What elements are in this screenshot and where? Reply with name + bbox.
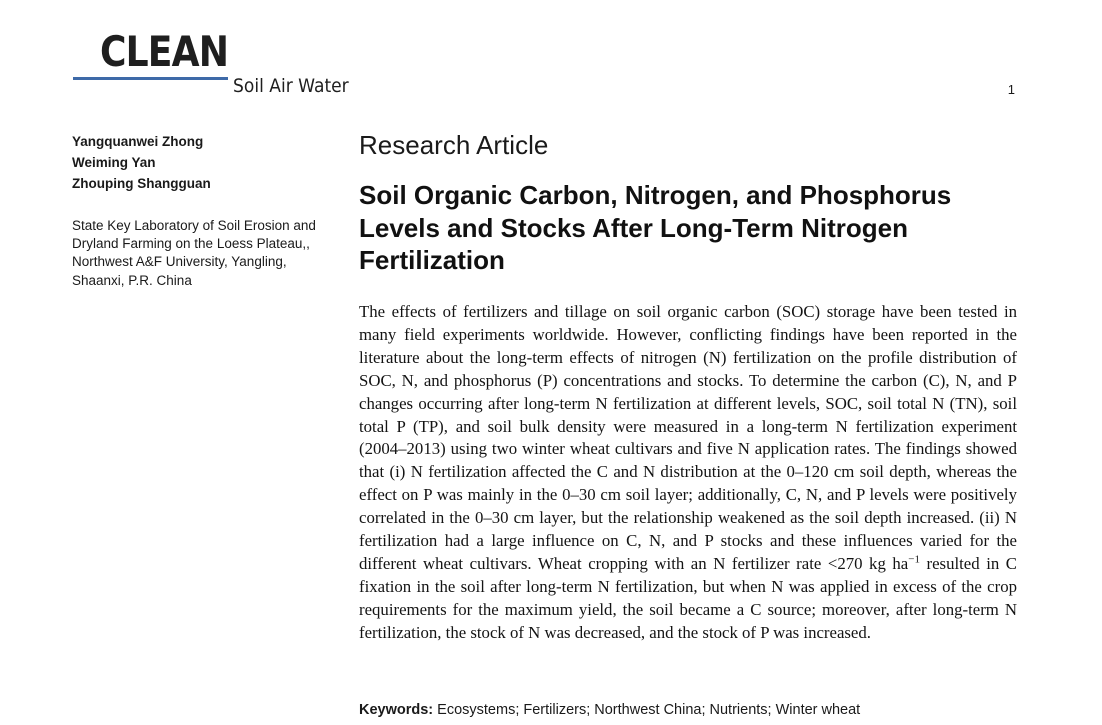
abstract-text-continued: resulted in C fixation in the soil after long-term N fertilization, but when N was applied in excess of the crop requirements for the maximum yield, the soil became a C source; moreover, after long-term N fertilization, the stock of N was decreased, and the stock of P was increased.: [359, 553, 1017, 642]
keywords-label: Keywords:: [359, 702, 434, 718]
journal-logo-subtitle: Soil Air Water: [233, 75, 349, 97]
author-name: Yangquanwei Zhong: [72, 134, 204, 149]
page-number: 1: [1007, 82, 1015, 97]
article-type: Research Article: [359, 130, 549, 160]
abstract: [359, 301, 1017, 645]
author-list: [72, 131, 322, 194]
author-name: Weiming Yan: [72, 155, 156, 170]
author-affiliation: State Key Laboratory of Soil Erosion and Dryland Farming on the Loess Plateau,, Northwest A&F University, Yangling, Shaanxi, P.R. China: [72, 218, 316, 288]
author-name: Zhouping Shangguan: [72, 176, 211, 191]
article-title: Soil Organic Carbon, Nitrogen, and Phosphorus Levels and Stocks After Long-Term Nitrogen Fertilization: [359, 180, 952, 275]
journal-logo: [73, 27, 373, 100]
journal-logo-rule: [73, 77, 228, 80]
abstract-text: The effects of fertilizers and tillage on soil organic carbon (SOC) storage have been tested in many field experiments worldwide. However, conflicting findings have been reported in the literature about the long-term effects of nitrogen (N) fertilization on the profile distribution of SOC, N, and phosphorus (P) concentrations and stocks. To determine the carbon (C), N, and P changes occurring after long-term N fertilization at different levels, SOC, soil total N (TN), soil total P (TP), and soil bulk density were measured in a long-term N fertilization experiment (2004–2013) using two winter wheat cultivars and five N application rates. The findings showed that (i) N fertilization affected the C and N distribution at the 0–120 cm soil depth, whereas the effect on P was mainly in the 0–30 cm soil layer; additionally, C, N, and P levels were positively correlated in the 0–30 cm layer, but the relationship weakened as the soil depth increased. (ii) N fertilization had a large influence on C, N, and P stocks and these influences varied for the different wheat cultivars. Wheat cropping with an N fertilizer rate <270 kg ha: [359, 302, 1017, 573]
journal-logo-name: CLEAN: [100, 27, 229, 76]
keywords: [359, 700, 1039, 720]
abstract-superscript: −1: [908, 553, 920, 566]
keywords-list: Ecosystems; Fertilizers; Northwest China; Nutrients; Winter wheat: [433, 702, 861, 718]
